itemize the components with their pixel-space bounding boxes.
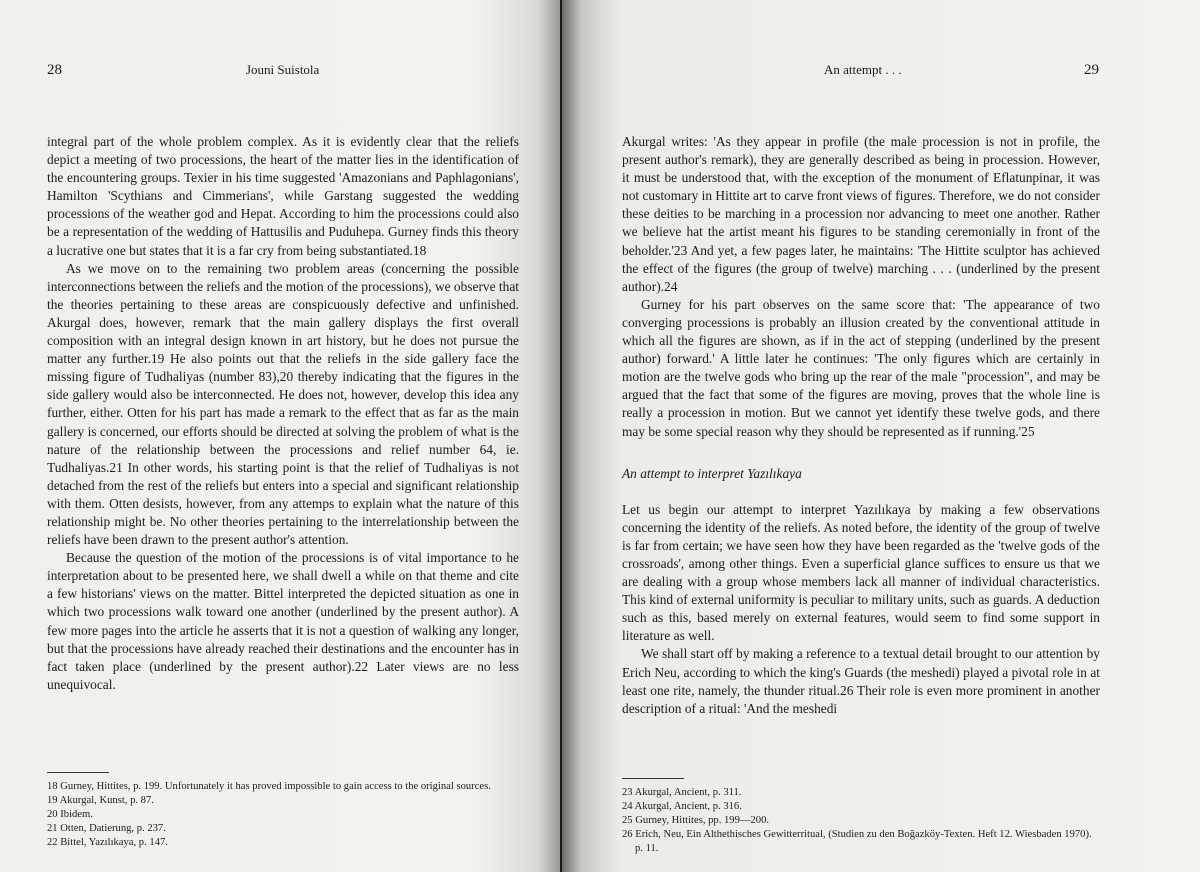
paragraph: Akurgal writes: 'As they appear in profile (the male procession is not in profile, the present author's remark), they are generally described as being in procession. However, it must be understood that, with the exception of the monument of Eflatunpinar, it was not customary in Hittite art to carve front views of figures. Therefore, we do not consider these deities to be marching in a procession nor advancing to meet one another. Rather we believe hat the artist meant his figures to be standing ceremonially in front of the beholder.'23 And yet, a few pages later, he maintains: 'The Hittite sculptor has achieved the effect of the figures (the group of twelve) marching . . . (underlined by the present author).24 xyxy=(622,134,1100,294)
footnotes xyxy=(622,786,1100,856)
footnote: 19 Akurgal, Kunst, p. 87. xyxy=(47,795,154,806)
paragraph: integral part of the whole problem complex. As it is evidently clear that the reliefs depict a meeting of two processions, the heart of the matter lies in the identification of the encountering groups. Texier in his time suggested 'Amazonians and Paphlagonians', Hamilton 'Scythians and Cimmerians', while Garstang suggested the wedding processions of the weather god and Hepat. According to him the processions could also be a representation of the wedding of Hattusilis and Puduhepa. Gurney finds this theory a lucrative one but states that it is a far cry from being substantiated.18 xyxy=(47,134,519,258)
footnote: 26 Erich, Neu, Ein Althethisches Gewitterritual, (Studien zu den Boğazköy-Texten. Heft 12. Wiesbaden 1970). p. 11. xyxy=(622,829,1092,854)
footnote-rule xyxy=(47,772,109,773)
footnote: 24 Akurgal, Ancient, p. 316. xyxy=(622,801,742,812)
footnote: 23 Akurgal, Ancient, p. 311. xyxy=(622,787,742,798)
paragraph: Gurney for his part observes on the same score that: 'The appearance of two converging processions is probably an illusion created by the conventional attitude in which all the figures are shown, as if in the act of stepping (underlined by the present author) forward.' A little later he continues: 'The only figures which are certainly in motion are the twelve gods who bring up the rear of the male "procession", and may be argued that the fact that some of the figures are moving, proves that the whole line is really a procession in motion. But we cannot yet identify these twelve gods, and there may be some special reason why they should be represented as if running.'25 xyxy=(622,296,1100,439)
footnote-rule xyxy=(622,778,684,779)
body-text xyxy=(622,133,1100,718)
right-page xyxy=(562,0,1200,872)
paragraph: Because the question of the motion of the processions is of vital importance to he interpretation about to be presented here, we shall dwell a while on that theme and cite a few historians' views on the matter. Bittel interpreted the depicted situation as one in which two processions walk toward one another (underlined by the present author). A few more pages into the article he asserts that it is not a question of walking any longer, but that the processions have already reached their destinations and the encounter has in fact taken place (underlined by the present author).22 Later views are no less unequivocal. xyxy=(47,550,519,692)
footnote: 18 Gurney, Hittites, p. 199. Unfortunately it has proved impossible to gain access to the original sources. xyxy=(47,781,491,792)
footnotes xyxy=(47,780,519,850)
body-text xyxy=(47,133,519,694)
paragraph: We shall start off by making a reference to a textual detail brought to our attention by Erich Neu, according to which the king's Guards (the meshedi) played a pivotal role in at least one rite, namely, the thunder ritual.26 Their role is even more prominent in another description of a ritual: 'And the meshedi xyxy=(622,646,1100,716)
footnote: 25 Gurney, Hittites, pp. 199—200. xyxy=(622,815,770,826)
running-head: An attempt . . . xyxy=(824,62,902,77)
footnote: 22 Bittel, Yazılıkaya, p. 147. xyxy=(47,837,168,848)
running-head: Jouni Suistola xyxy=(246,62,320,77)
paragraph: Let us begin our attempt to interpret Yazılıkaya by making a few observations concerning the identity of the reliefs. As noted before, the identity of the group of twelve is far from certain; we have seen how they have been regarded as the 'twelve gods of the crossroads', among other things. Even a superficial glance suffices to ensure us that we are dealing with a group whose members lack all manner of individual characteristics. This kind of external uniformity is peculiar to military units, such as guards. A deduction such as this, based merely on external features, would seem to find some support in literature as well. xyxy=(622,501,1100,644)
section-heading: An attempt to interpret Yazılıkaya xyxy=(622,465,802,481)
footnote: 21 Otten, Datierung, p. 237. xyxy=(47,823,166,834)
page-number: 28 xyxy=(47,62,62,78)
page-number: 29 xyxy=(1084,62,1099,78)
left-page xyxy=(0,0,560,872)
footnote: 20 Ibidem. xyxy=(47,809,93,820)
paragraph: As we move on to the remaining two problem areas (concerning the possible interconnections between the reliefs and the motion of the processions), we observe that the theories pertaining to these areas are conspicuously defective and unfinished. Akurgal does, however, remark that the main gallery displays the first overall composition with an integral design known in art history, but he does not pursue the matter any further.19 He also points out that the reliefs in the side gallery face the missing figure of Tudhaliyas (number 83),20 thereby indicating that the figures in the side gallery would also be interconnected. He does not, however, develop this idea any further, either. Otten for his part has made a remark to the effect that as far as the main gallery is concerned, our efforts should be directed at solving the problem of what is the nature of the relationship between the processions and relief number 64, ie. Tudhaliyas.21 In other words, his starting point is that the relief of Tudhaliyas is not detached from the rest of the reliefs but enters into a special and significant relationship with them. Otten desists, however, from any attemps to explain what the nature of this relationship might be. No other theories pertaining to the interrelationship between the reliefs have been drawn to the present author's attention. xyxy=(47,260,519,548)
